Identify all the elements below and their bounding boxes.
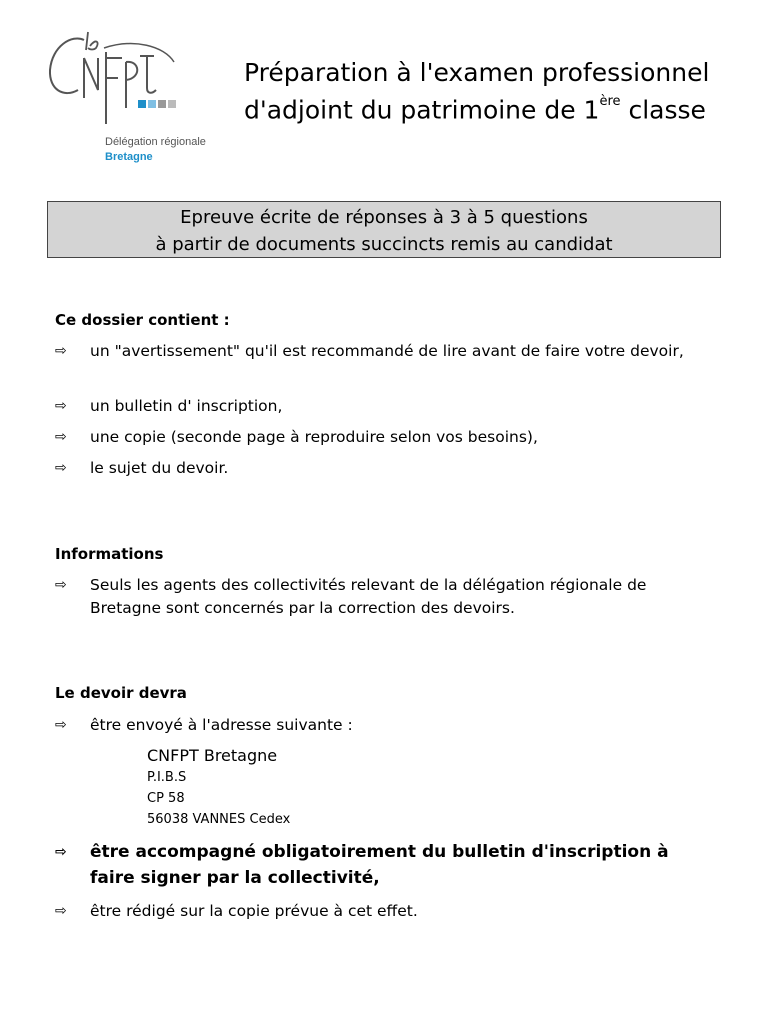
arrow-right-outline-icon: ⇨ [55,717,67,733]
arrow-right-outline-icon: ⇨ [55,577,67,593]
title-superscript: ère [599,94,621,109]
list-item-emphasis [55,839,705,891]
list-item [55,426,705,449]
contents-heading: Ce dossier contient : [55,311,230,329]
arrow-right-outline-icon: ⇨ [55,398,67,414]
list-item-text: être envoyé à l'adresse suivante : [90,716,353,734]
logo-subtitle-region: Bretagne [105,151,153,163]
arrow-right-outline-icon: ⇨ [55,343,67,359]
cnfpt-logo [44,28,244,178]
list-item-text: Seuls les agents des collectivités relevant de la délégation régionale de Bretagne sont concernés par la correction des devoirs. [90,576,647,617]
banner-line-2: à partir de documents succincts remis au candidat [155,234,613,255]
cnfpt-logo-mark [44,28,184,133]
arrow-right-outline-icon: ⇨ [55,903,67,919]
title-line-2 [244,89,709,126]
title-line-1: Préparation à l'examen professionnel [244,58,710,87]
informations-heading: Informations [55,545,164,563]
devoir-heading: Le devoir devra [55,684,187,702]
list-item [55,900,705,923]
banner-line-1: Epreuve écrite de réponses à 3 à 5 questions [180,207,588,228]
list-item [55,340,705,363]
list-item-text: le sujet du devoir. [90,459,229,477]
list-item-text: un "avertissement" qu'il est recommandé de lire avant de faire votre devoir, [90,342,684,360]
list-item [55,395,705,418]
postal-address [147,745,290,830]
address-line: 56038 VANNES Cedex [147,812,291,827]
list-item-text: une copie (seconde page à reproduire selon vos besoins), [90,428,538,446]
arrow-right-outline-icon: ⇨ [55,844,67,860]
arrow-right-outline-icon: ⇨ [55,460,67,476]
title-line-2-end: classe [620,95,706,125]
list-item-text: être accompagné obligatoirement du bulletin d'inscription à faire signer par la collectivité, [90,842,669,888]
title-line-2-main: d'adjoint du patrimoine de 1 [244,95,600,125]
list-item-text: être rédigé sur la copie prévue à cet effet. [90,902,418,920]
list-item [55,714,705,737]
address-line: P.I.B.S [147,770,187,785]
address-line: CNFPT Bretagne [147,746,278,765]
list-item [55,457,705,480]
logo-subtitle-delegation: Délégation régionale [105,136,206,148]
list-item [55,574,705,620]
page-title [244,56,709,126]
arrow-right-outline-icon: ⇨ [55,429,67,445]
exam-banner [47,201,721,258]
address-line: CP 58 [147,791,185,806]
list-item-text: un bulletin d' inscription, [90,397,283,415]
